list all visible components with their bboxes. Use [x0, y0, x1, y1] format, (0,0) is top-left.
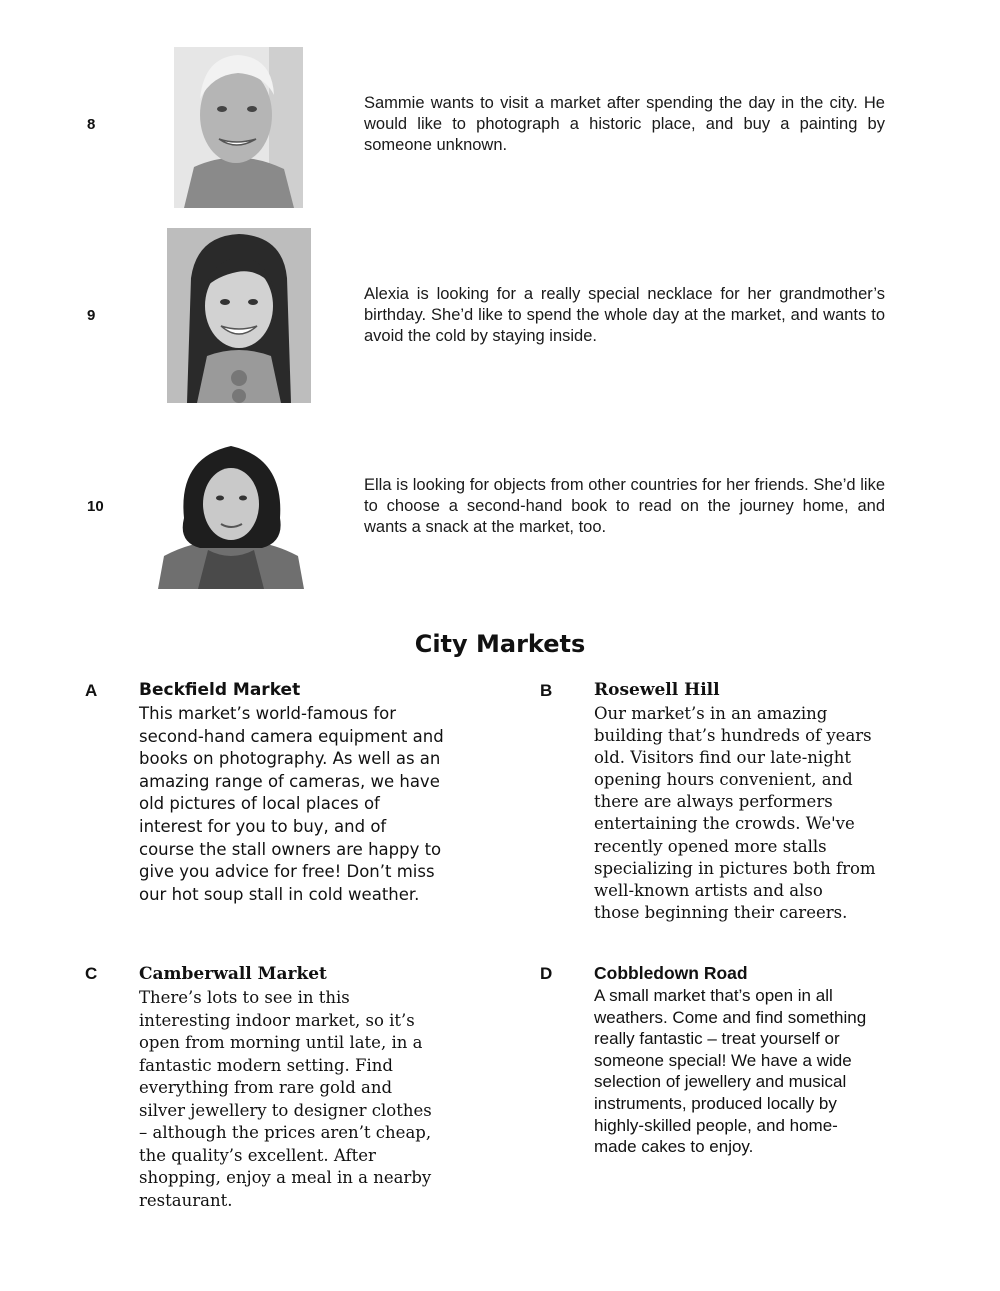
section-title: City Markets — [414, 630, 586, 658]
elderly-man-portrait-icon — [174, 47, 303, 208]
question-number: 8 — [87, 116, 96, 133]
market-description: This market’s world-famous for second-hand camera equipment and books on photography. As well as an amazing range of cameras, we have old pictures of local places of interest for you to buy, and of course the stall owners are happy to give you advice for free! Don’t miss our hot soup stall in cold weather. — [139, 704, 444, 904]
person-description: Sammie wants to visit a market after spending the day in the city. He would like to photograph a historic place, and buy a painting by someone unknown. — [364, 94, 885, 154]
market-letter: B — [540, 681, 553, 700]
question-number: 9 — [87, 307, 96, 324]
market-description: There’s lots to see in this interesting indoor market, so it’s open from morning until late, in a fantastic modern setting. Find everything from rare gold and silver jewellery to designer clothes – although the prices aren’t cheap, the quality’s excellent. After shopping, enjoy a meal in a nearby restaurant. — [139, 988, 432, 1210]
market-name: Cobbledown Road — [594, 963, 748, 983]
market-letter: D — [540, 964, 553, 983]
market-description: A small market that’s open in all weathers. Come and find something really fantastic – treat yourself or someone special! We have a wide selection of jewellery and musical instruments, produced locally by highly-skilled people, and home- made cakes to enjoy. — [594, 986, 867, 1157]
market-name: Rosewell Hill — [594, 680, 720, 700]
person-description: Ella is looking for objects from other countries for her friends. She’d like to choose a second-hand book to read on the journey home, and wants a snack at the market, too. — [364, 476, 885, 536]
curly-haired-woman-portrait-icon — [158, 438, 304, 589]
young-woman-portrait-icon — [167, 228, 311, 403]
market-name: Camberwall Market — [139, 964, 327, 984]
market-letter: C — [85, 964, 98, 983]
market-name: Beckfield Market — [139, 680, 301, 700]
person-description: Alexia is looking for a really special necklace for her grandmother’s birthday. She’d like to spend the whole day at the market, and wants to avoid the cold by staying inside. — [364, 285, 885, 345]
market-letter: A — [85, 681, 98, 700]
market-description: Our market’s in an amazing building that’s hundreds of years old. Visitors find our late-night opening hours convenient, and there are always performers entertaining the crowds. We've recently opened more stalls specializing in pictures both from well-known artists and also those beginning their careers. — [594, 704, 876, 922]
question-number: 10 — [87, 498, 104, 515]
